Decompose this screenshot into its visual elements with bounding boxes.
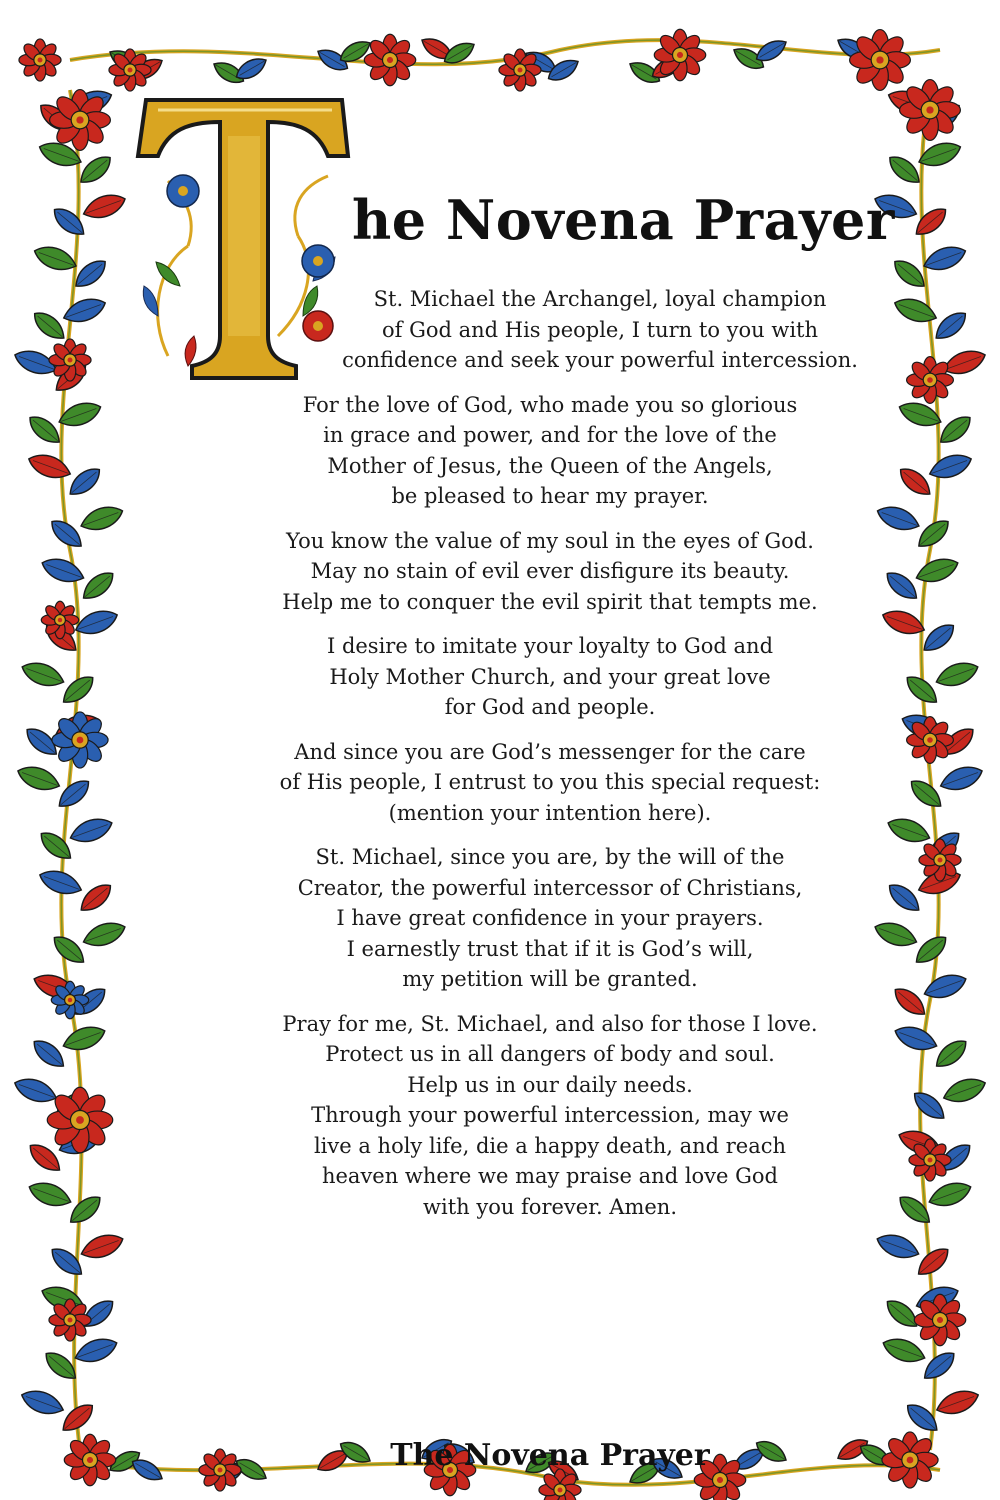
leaf-icon — [76, 879, 116, 917]
flower-icon — [52, 712, 108, 768]
leaf-icon — [926, 1178, 974, 1212]
leaf-icon — [54, 775, 94, 813]
footer-title: The Novena Prayer — [390, 1438, 710, 1473]
leaf-icon — [880, 1334, 928, 1368]
flower-icon — [41, 601, 78, 638]
prayer-line: in grace and power, and for the love of the — [323, 423, 777, 447]
leaf-icon — [921, 970, 969, 1004]
flower-icon — [882, 1432, 938, 1488]
leaf-icon — [902, 1399, 942, 1437]
leaf-icon — [49, 931, 89, 969]
prayer-line: Help us in our daily needs. — [407, 1072, 693, 1097]
leaf-icon — [921, 242, 969, 276]
leaf-icon — [909, 1087, 949, 1125]
prayer-line: St. Michael the Archangel, loyal champion — [373, 287, 827, 311]
prayer-line: You know the value of my soul in the eyes of God. — [286, 528, 814, 553]
prayer-line: Through your powerful intercession, may we — [311, 1103, 789, 1127]
prayer-line: live a holy life, die a happy death, and reach — [313, 1133, 787, 1158]
prayer-line: Protect us in all dangers of body and soul. — [325, 1042, 775, 1066]
flower-icon — [50, 90, 111, 151]
leaf-icon — [933, 1386, 981, 1420]
prayer-paragraph — [230, 737, 870, 829]
leaf-icon — [11, 1074, 59, 1108]
leaf-icon — [75, 151, 115, 189]
leaf-icon — [895, 463, 935, 501]
prayer-paragraph — [230, 390, 870, 512]
leaf-icon — [935, 411, 975, 449]
flower-icon — [19, 39, 61, 81]
leaf-icon — [919, 619, 959, 657]
leaf-icon — [60, 1022, 108, 1056]
prayer-line: May no stain of evil ever disfigure its beauty. — [310, 559, 790, 583]
flower-icon — [49, 1299, 91, 1341]
prayer-line: Pray for me, St. Michael, and also for those I love. — [282, 1011, 818, 1036]
leaf-icon — [919, 1347, 959, 1385]
leaf-icon — [26, 1178, 74, 1212]
leaf-icon — [80, 918, 128, 952]
prayer-paragraph — [230, 1009, 870, 1223]
prayer-line: Holy Mother Church, and your great love — [329, 664, 771, 689]
leaf-icon — [931, 1035, 971, 1073]
prayer-line: be pleased to hear my prayer. — [391, 484, 709, 508]
leaf-icon — [19, 658, 67, 692]
flower-icon — [919, 839, 961, 881]
leaf-icon — [937, 762, 985, 796]
prayer-line: of God and His people, I turn to you with — [381, 317, 819, 342]
flower-icon — [654, 29, 705, 80]
leaf-icon — [891, 294, 939, 328]
leaf-icon — [60, 294, 108, 328]
leaf-icon — [895, 1191, 935, 1229]
prayer-line: I have great confidence in your prayers. — [336, 906, 764, 930]
flower-icon — [907, 717, 954, 764]
flower-icon — [47, 1087, 113, 1153]
leaf-icon — [933, 658, 981, 692]
prayer-body — [230, 284, 870, 1222]
leaf-icon — [18, 1386, 66, 1420]
leaf-icon — [65, 463, 105, 501]
leaf-icon — [15, 762, 63, 796]
leaf-icon — [39, 554, 87, 588]
leaf-icon — [906, 775, 946, 813]
leaf-icon — [36, 827, 76, 865]
flower-icon — [49, 339, 91, 381]
flower-icon — [109, 49, 151, 91]
leaf-icon — [874, 1230, 922, 1264]
flower-icon — [907, 357, 954, 404]
flower-icon — [51, 981, 88, 1018]
prayer-line: confidence and seek your powerful intercession. — [342, 348, 858, 372]
leaf-icon — [67, 814, 115, 848]
leaf-icon — [47, 1243, 87, 1281]
prayer-line: of His people, I entrust to you this special request: — [279, 770, 821, 794]
leaf-icon — [29, 307, 69, 345]
leaf-icon — [882, 1295, 922, 1333]
leaf-icon — [911, 203, 951, 241]
leaf-icon — [931, 307, 971, 345]
flower-icon — [914, 1294, 965, 1345]
prayer-paragraph — [230, 842, 870, 995]
flower-icon — [850, 30, 911, 91]
prayer-line: For the love of God, who made you so glorious — [302, 392, 798, 417]
prayer-line: St. Michael, since you are, by the will of the — [315, 845, 785, 869]
prayer-line: (mention your intention here). — [388, 800, 712, 825]
prayer-line: And since you are God’s messenger for the care — [294, 739, 806, 764]
leaf-icon — [25, 450, 73, 484]
flower-icon — [499, 49, 541, 91]
leaf-icon — [882, 567, 922, 605]
flower-icon — [64, 1434, 115, 1485]
prayer-line: Creator, the powerful intercessor of Christians, — [297, 875, 803, 900]
prayer-paragraph — [230, 284, 870, 376]
prayer-line: with you forever. Amen. — [423, 1194, 677, 1219]
vine-stem — [61, 90, 81, 1450]
leaf-icon — [72, 1334, 120, 1368]
leaf-icon — [911, 931, 951, 969]
prayer-line: Help me to conquer the evil spirit that tempts me. — [282, 589, 818, 614]
leaf-icon — [884, 151, 924, 189]
leaf-icon — [78, 502, 126, 536]
leaf-icon — [874, 502, 922, 536]
leaf-icon — [913, 1243, 953, 1281]
leaf-icon — [940, 1074, 988, 1108]
leaf-icon — [31, 242, 79, 276]
prayer-line: I earnestly trust that if it is God’s will, — [346, 936, 754, 961]
leaf-icon — [892, 1022, 940, 1056]
leaf-icon — [80, 190, 128, 224]
leaf-icon — [78, 1230, 126, 1264]
leaf-icon — [926, 450, 974, 484]
page-title: he Novena Prayer — [352, 188, 895, 252]
leaf-icon — [872, 918, 920, 952]
flower-icon — [900, 80, 961, 141]
flower-icon — [909, 1139, 951, 1181]
leaf-icon — [890, 983, 930, 1021]
leaf-icon — [49, 203, 89, 241]
prayer-line: I desire to imitate your loyalty to God and — [326, 634, 774, 658]
prayer-line: for God and people. — [444, 695, 656, 719]
leaf-icon — [884, 879, 924, 917]
flower-icon — [364, 34, 415, 85]
leaf-icon — [913, 554, 961, 588]
prayer-paragraph — [230, 631, 870, 723]
leaf-icon — [885, 814, 933, 848]
prayer-line: my petition will be granted. — [402, 967, 698, 991]
prayer-line: heaven where we may praise and love God — [321, 1164, 779, 1188]
leaf-icon — [65, 1191, 105, 1229]
prayer-line: Mother of Jesus, the Queen of the Angels, — [327, 453, 773, 478]
leaf-icon — [78, 567, 118, 605]
leaf-icon — [25, 411, 65, 449]
prayer-paragraph — [230, 526, 870, 618]
leaf-icon — [29, 1035, 69, 1073]
